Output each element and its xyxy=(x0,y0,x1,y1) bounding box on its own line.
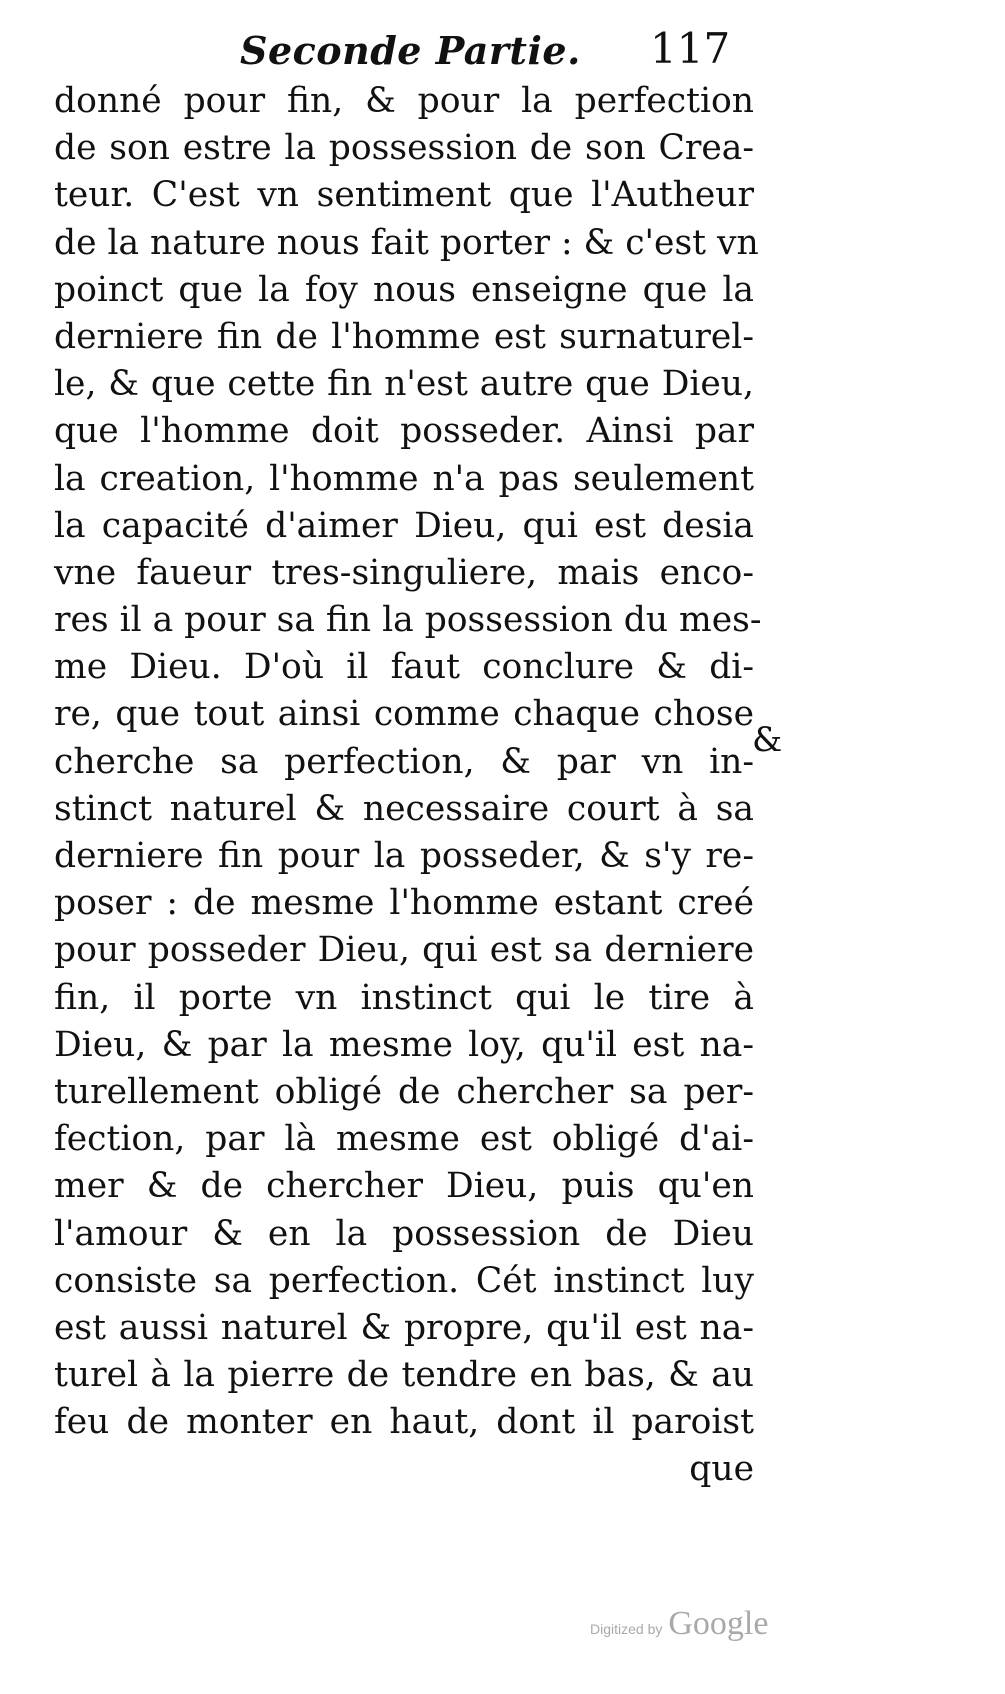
text-line: est aussi naturel & propre, qu'il est na- xyxy=(54,1307,754,1348)
text-line: fection, par là mesme est obligé d'ai- xyxy=(54,1119,754,1160)
text-line: feu de monter en haut, dont il paroist xyxy=(54,1402,754,1443)
digitized-watermark xyxy=(590,1605,768,1643)
text-line: derniere fin pour la posseder, & s'y re- xyxy=(54,836,754,876)
text-line: vne faueur tres-singuliere, mais enco- xyxy=(54,552,754,593)
text-line: consiste sa perfection. Cét instinct luy xyxy=(54,1260,754,1301)
text-line: la capacité d'aimer Dieu, qui est desia xyxy=(54,505,754,546)
text-line: l'amour & en la possession de Dieu xyxy=(54,1213,754,1254)
text-line: teur. C'est vn sentiment que l'Autheur xyxy=(54,175,754,216)
text-line: poinct que la foy nous enseigne que la xyxy=(54,269,754,310)
text-line: cherche sa perfection, & par vn in- xyxy=(54,741,754,782)
text-line: le, & que cette fin n'est autre que Dieu, xyxy=(54,364,754,405)
text-line: pour posseder Dieu, qui est sa derniere xyxy=(54,930,754,971)
body-text xyxy=(54,78,762,1494)
text-line: res il a pour sa fin la possession du mes- xyxy=(54,600,762,641)
text-line: re, que tout ainsi comme chaque chose xyxy=(54,694,754,735)
text-line: fin, il porte vn instinct qui le tire à xyxy=(54,977,754,1018)
catchword: que xyxy=(689,1449,754,1490)
text-line: Dieu, & par la mesme loy, qu'il est na- xyxy=(54,1024,754,1065)
text-line: poser : de mesme l'homme estant creé xyxy=(54,883,754,924)
text-line: turellement obligé de chercher sa per- xyxy=(54,1071,754,1112)
text-line: donné pour fin, & pour la perfection xyxy=(54,81,754,121)
text-line: me Dieu. D'où il faut conclure & di- xyxy=(54,647,754,688)
text-line: de la nature nous fait porter : & c'est vn xyxy=(54,222,759,263)
margin-ampersand-mark: & xyxy=(752,720,783,760)
watermark-brand: Google xyxy=(668,1605,769,1642)
watermark-prefix: Digitized by xyxy=(590,1621,663,1637)
text-line: la creation, l'homme n'a pas seulement xyxy=(54,458,754,499)
text-line: stinct naturel & necessaire court à sa xyxy=(54,788,754,829)
text-line: derniere fin de l'homme est surnaturel- xyxy=(54,316,754,357)
text-line: mer & de chercher Dieu, puis qu'en xyxy=(54,1166,754,1207)
text-line: de son estre la possession de son Crea- xyxy=(54,128,754,169)
page-number: 117 xyxy=(650,24,731,73)
running-title: Seconde Partie. xyxy=(240,28,581,73)
text-line: turel à la pierre de tendre en bas, & au xyxy=(54,1355,754,1396)
text-line: que l'homme doit posseder. Ainsi par xyxy=(54,411,754,452)
